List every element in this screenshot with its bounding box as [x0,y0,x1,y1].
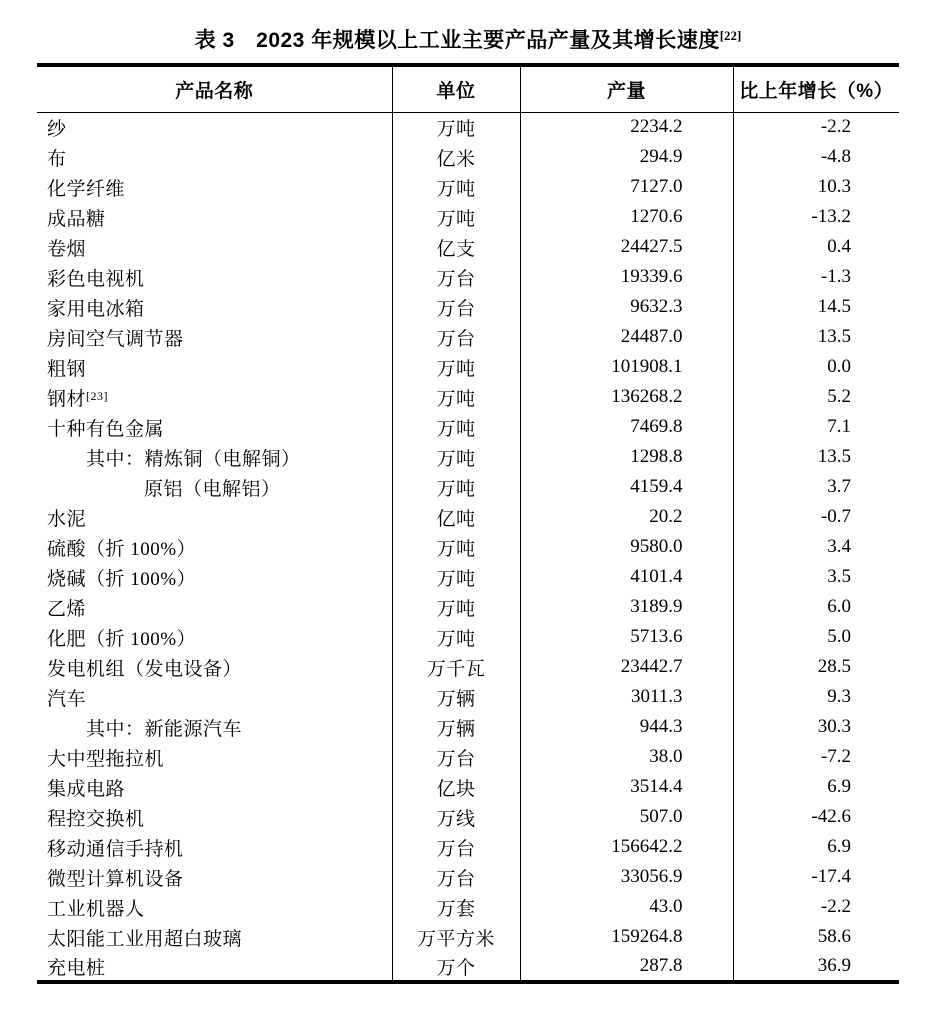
table-row [37,772,899,802]
col-header-growth: 比上年增长（%） [733,65,899,112]
unit-cell: 万吨 [392,472,520,502]
table-row [37,352,899,382]
growth-value-cell: 13.5 [817,446,851,467]
output-value-cell: 156642.2 [520,832,733,862]
table-row [37,202,899,232]
product-name-cell: 成品糖 [37,202,392,232]
output-value-cell: 136268.2 [520,382,733,412]
table-row [37,892,899,922]
unit-cell: 万吨 [392,532,520,562]
product-name-cell: 其中：新能源汽车 [37,712,392,742]
growth-value-cell: 3.5 [827,566,851,587]
growth-value-cell: 6.0 [827,596,851,617]
table-row [37,802,899,832]
table-row [37,682,899,712]
growth-value-cell: -7.2 [820,746,851,767]
table-title [37,24,899,54]
table-row [37,922,899,952]
growth-value-cell: -0.7 [820,506,851,527]
table-row [37,112,899,142]
table-row [37,652,899,682]
product-name-cell: 太阳能工业用超白玻璃 [37,922,392,952]
product-name-cell: 纱 [37,112,392,142]
output-value-cell: 2234.2 [520,112,733,142]
output-value-cell: 159264.8 [520,922,733,952]
unit-cell: 万台 [392,832,520,862]
unit-cell: 亿米 [392,142,520,172]
growth-value-cell: 0.4 [827,236,851,257]
growth-value-cell: -42.6 [811,806,851,827]
unit-cell: 亿块 [392,772,520,802]
output-value-cell: 7469.8 [520,412,733,442]
output-value-cell: 1298.8 [520,442,733,472]
product-name-cell: 工业机器人 [37,892,392,922]
table-row [37,412,899,442]
growth-value-cell: 6.9 [827,776,851,797]
growth-value-cell: -4.8 [820,146,851,167]
product-name-cell: 烧碱（折 100%） [37,562,392,592]
unit-cell: 万辆 [392,682,520,712]
table-body [37,112,899,982]
growth-value-cell: 3.4 [827,536,851,557]
output-value-cell: 3011.3 [520,682,733,712]
product-name-cell: 移动通信手持机 [37,832,392,862]
table-row [37,952,899,982]
output-value-cell: 19339.6 [520,262,733,292]
output-value-cell: 944.3 [520,712,733,742]
product-name-cell: 充电桩 [37,952,392,982]
output-value-cell: 9580.0 [520,532,733,562]
table-row [37,712,899,742]
growth-value-cell: -1.3 [820,266,851,287]
growth-value-cell: 6.9 [827,836,851,857]
product-name-cell: 硫酸（折 100%） [37,532,392,562]
growth-value-cell: 5.0 [827,626,851,647]
output-value-cell: 4101.4 [520,562,733,592]
product-name-cell: 乙烯 [37,592,392,622]
product-name-cell: 钢材[23] [37,382,392,412]
table-row [37,862,899,892]
output-value-cell: 7127.0 [520,172,733,202]
output-value-cell: 5713.6 [520,622,733,652]
output-value-cell: 294.9 [520,142,733,172]
col-header-output: 产量 [520,65,733,112]
growth-value-cell: 9.3 [827,686,851,707]
growth-value-cell: 5.2 [827,386,851,407]
unit-cell: 万平方米 [392,922,520,952]
unit-cell: 万吨 [392,622,520,652]
table-row [37,502,899,532]
output-value-cell: 287.8 [520,952,733,982]
product-name-cell: 粗钢 [37,352,392,382]
output-value-cell: 24487.0 [520,322,733,352]
footnote-ref: [23] [86,388,109,403]
product-name-cell: 卷烟 [37,232,392,262]
output-value-cell: 23442.7 [520,652,733,682]
unit-cell: 万吨 [392,172,520,202]
output-value-cell: 3189.9 [520,592,733,622]
industrial-products-table [37,63,899,984]
product-name-cell: 化学纤维 [37,172,392,202]
output-value-cell: 24427.5 [520,232,733,262]
table-row [37,142,899,172]
output-value-cell: 20.2 [520,502,733,532]
output-value-cell: 507.0 [520,802,733,832]
table-row [37,532,899,562]
product-name-cell: 布 [37,142,392,172]
growth-value-cell: 28.5 [817,656,851,677]
product-name-cell: 原铝（电解铝） [37,472,392,502]
col-header-unit: 单位 [392,65,520,112]
unit-cell: 万吨 [392,562,520,592]
product-name-cell: 汽车 [37,682,392,712]
growth-value-cell: 0.0 [827,356,851,377]
product-name-cell: 大中型拖拉机 [37,742,392,772]
growth-value-cell: 30.3 [817,716,851,737]
output-value-cell: 9632.3 [520,292,733,322]
col-header-product-name: 产品名称 [37,65,392,112]
output-value-cell: 4159.4 [520,472,733,502]
table-row [37,442,899,472]
unit-cell: 亿支 [392,232,520,262]
table-row [37,742,899,772]
unit-cell: 万套 [392,892,520,922]
growth-value-cell: 13.5 [817,326,851,347]
unit-cell: 万吨 [392,352,520,382]
product-name-cell: 集成电路 [37,772,392,802]
unit-cell: 万吨 [392,412,520,442]
growth-value-cell: 14.5 [817,296,851,317]
table-header [37,65,899,112]
unit-cell: 万吨 [392,442,520,472]
unit-cell: 万台 [392,322,520,352]
growth-value-cell: 7.1 [827,416,851,437]
growth-value-cell: 3.7 [827,476,851,497]
growth-value-cell: -13.2 [811,206,851,227]
unit-cell: 万个 [392,952,520,982]
table-row [37,562,899,592]
table-row [37,592,899,622]
statistical-table-block [37,0,899,984]
table-row [37,382,899,412]
unit-cell: 万台 [392,292,520,322]
unit-cell: 万吨 [392,112,520,142]
growth-value-cell: 10.3 [817,176,851,197]
table-row [37,622,899,652]
unit-cell: 万台 [392,862,520,892]
table-row [37,472,899,502]
unit-cell: 万线 [392,802,520,832]
table-header-row [37,65,899,112]
growth-value-cell: -2.2 [820,116,851,138]
product-name-cell: 家用电冰箱 [37,292,392,322]
product-name-cell: 水泥 [37,502,392,532]
table-title-text: 表 3 2023 年规模以上工业主要产品产量及其增长速度 [194,29,720,52]
output-value-cell: 1270.6 [520,202,733,232]
unit-cell: 万千瓦 [392,652,520,682]
unit-cell: 万吨 [392,202,520,232]
table-row [37,322,899,352]
output-value-cell: 33056.9 [520,862,733,892]
product-name-cell: 其中：精炼铜（电解铜） [37,442,392,472]
table-row [37,232,899,262]
output-value-cell: 43.0 [520,892,733,922]
unit-cell: 万台 [392,742,520,772]
unit-cell: 万吨 [392,382,520,412]
unit-cell: 万台 [392,262,520,292]
table-row [37,832,899,862]
product-name-cell: 彩色电视机 [37,262,392,292]
product-name-cell: 十种有色金属 [37,412,392,442]
output-value-cell: 3514.4 [520,772,733,802]
unit-cell: 万吨 [392,592,520,622]
product-name-cell: 发电机组（发电设备） [37,652,392,682]
product-name-cell: 程控交换机 [37,802,392,832]
output-value-cell: 38.0 [520,742,733,772]
product-name-cell: 微型计算机设备 [37,862,392,892]
table-title-footnote-ref: [22] [719,28,742,43]
product-name-cell: 房间空气调节器 [37,322,392,352]
table-row [37,262,899,292]
table-row [37,292,899,322]
growth-value-cell: -2.2 [820,896,851,917]
unit-cell: 亿吨 [392,502,520,532]
unit-cell: 万辆 [392,712,520,742]
table-row [37,172,899,202]
growth-value-cell: 36.9 [817,955,851,976]
output-value-cell: 101908.1 [520,352,733,382]
product-name-cell: 化肥（折 100%） [37,622,392,652]
growth-value-cell: 58.6 [817,926,851,947]
growth-value-cell: -17.4 [811,866,851,887]
